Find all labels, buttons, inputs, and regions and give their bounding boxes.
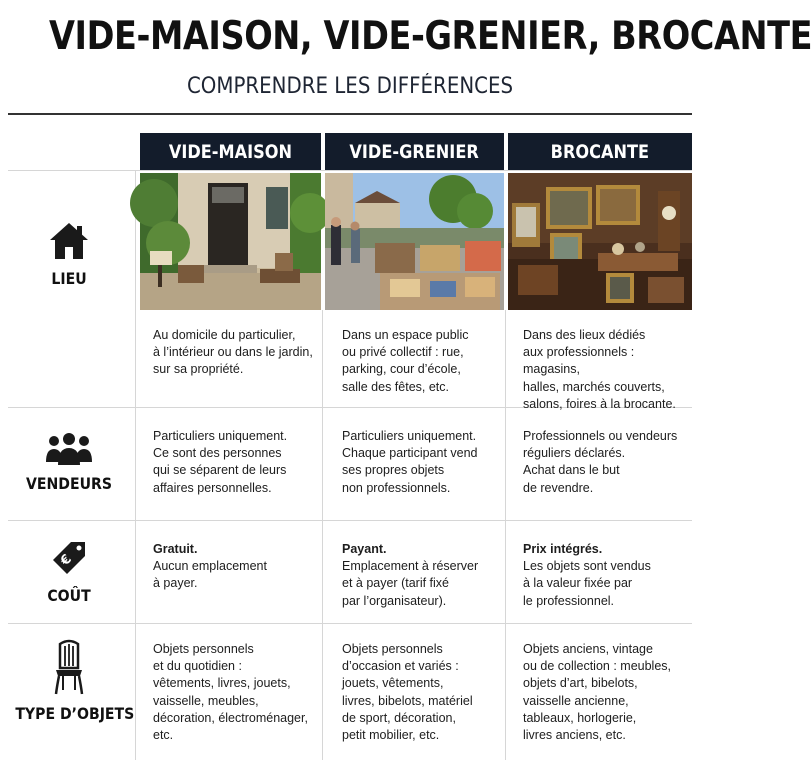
cell-objets-brocante: Objets anciens, vintage ou de collection : meubles, objets d’art, bibelots, vaisselle ancienne, tableaux, horlogerie, livres anciens, etc.: [523, 642, 672, 743]
antique-chair-icon: [52, 640, 86, 696]
row-divider: [8, 623, 692, 624]
column-divider: [322, 310, 323, 760]
column-header-vide-maison: VIDE-MAISON: [140, 133, 321, 171]
row-label-text: COÛT: [47, 586, 91, 605]
cell-objets-vide-grenier: Objets personnels d’occasion et variés : jouets, vêtements, livres, bibelots, matériel de sport, décoration, petit mobilier, etc.: [342, 642, 473, 743]
cell-bold-lead: Prix intégrés.: [523, 542, 603, 556]
column-header-brocante: BROCANTE: [508, 133, 692, 171]
row-label-text: VENDEURS: [25, 474, 113, 493]
cell-lieu-vide-maison: Au domicile du particulier, à l’intérieur ou dans le jardin, sur sa propriété.: [153, 328, 313, 377]
column-divider: [505, 310, 506, 760]
row-divider: [8, 520, 692, 521]
column-divider: [135, 170, 136, 760]
cell-cout-vide-grenier: Payant. Emplacement à réserver et à payer (tarif fixé par l’organisateur).: [342, 541, 502, 610]
cell-vendeurs-vide-maison: Particuliers uniquement. Ce sont des personnes qui se séparent de leurs affaires personnelles.: [153, 429, 288, 495]
column-header-vide-grenier: VIDE-GRENIER: [325, 133, 504, 171]
cell-bold-lead: Gratuit.: [153, 542, 198, 556]
house-icon: [48, 221, 90, 261]
photo-vide-maison: [140, 173, 321, 310]
cell-bold-lead: Payant.: [342, 542, 387, 556]
row-label-text: TYPE D’OBJETS: [15, 704, 135, 723]
row-label-vendeurs: [8, 432, 130, 493]
title-divider: [8, 113, 692, 115]
cell-vendeurs-brocante: Professionnels ou vendeurs réguliers déclarés. Achat dans le but de revendre.: [523, 429, 678, 495]
cell-cout-brocante: Prix intégrés. Les objets sont vendus à la valeur fixée par le professionnel.: [523, 541, 691, 610]
photo-vide-grenier: [325, 173, 504, 310]
cell-lieu-brocante: Dans des lieux dédiés aux professionnels : magasins, halles, marchés couverts, salons, foires à la brocante.: [523, 328, 676, 411]
photo-brocante: [508, 173, 692, 310]
cell-lieu-vide-grenier: Dans un espace public ou privé collectif : rue, parking, cour d’école, salle des fêtes, etc.: [342, 328, 469, 394]
svg-text:€: €: [57, 551, 75, 569]
cell-cout-vide-maison: Gratuit. Aucun emplacement à payer.: [153, 541, 321, 593]
page-title: VIDE-MAISON, VIDE-GRENIER, BROCANTE: [49, 14, 812, 59]
row-label-text: LIEU: [51, 269, 87, 288]
row-label-lieu: [8, 221, 130, 288]
cell-objets-vide-maison: Objets personnels et du quotidien : vêtements, livres, jouets, vaisselle, meubles, décoration, électroménager, etc.: [153, 642, 308, 743]
row-divider: [8, 170, 692, 171]
page-subtitle: COMPRENDRE LES DIFFÉRENCES: [186, 74, 514, 99]
row-label-cout: [8, 538, 130, 605]
euro-price-tag-icon: [49, 538, 89, 578]
cell-vendeurs-vide-grenier: Particuliers uniquement. Chaque participant vend ses propres objets non professionnels.: [342, 429, 478, 495]
people-group-icon: [45, 432, 93, 466]
row-label-objets: [8, 640, 135, 723]
